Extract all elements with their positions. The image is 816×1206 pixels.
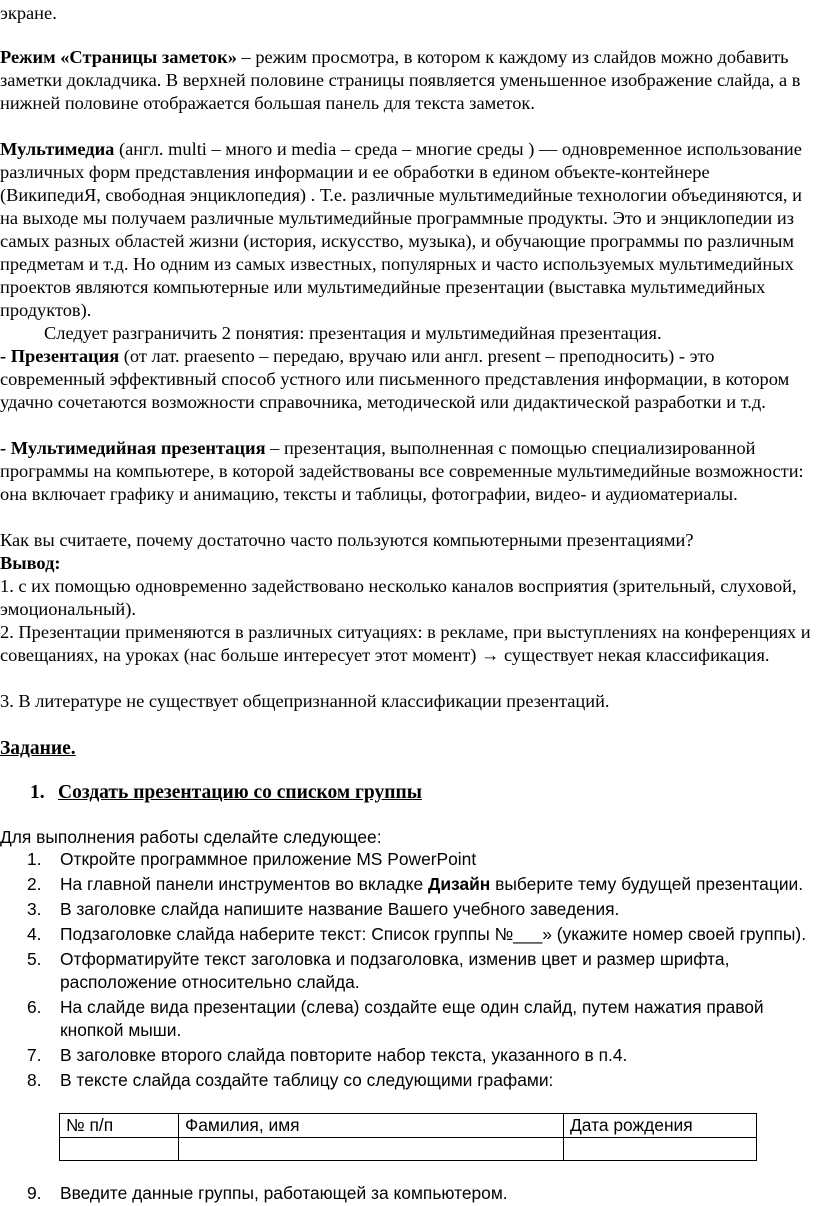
term-notes-mode: Режим «Страницы заметок» <box>0 47 237 67</box>
term-presentation: Презентация <box>10 346 120 366</box>
step-text: Подзаголовке слайда наберите текст: Список группы №___» (укажите номер своей группы). <box>60 924 807 944</box>
paragraph-notes-mode <box>0 46 812 115</box>
conclusion-item-2: 2. Презентации применяются в различных ситуациях: в рекламе, при выступлениях на конференциях и совещаниях, на уроках (нас больше интересует этот момент) → существует некая классификация. <box>0 622 811 665</box>
step-text-tail: выберите тему будущей презентации. <box>490 874 804 894</box>
step-number: 7. <box>27 1045 42 1065</box>
step-number: 1. <box>27 849 42 869</box>
conclusion-item-3: 3. В литературе не существует общепризнанной классификации презентаций. <box>0 691 610 711</box>
step-text: Отформатируйте текст заголовка и подзаголовка, изменив цвет и размер шрифта, расположение относительно слайда. <box>60 949 730 992</box>
paragraph-distinguish: Следует разграничить 2 понятия: презентация и мультимедийная презентация. <box>44 323 662 343</box>
step-item <box>0 873 812 896</box>
step-number: 6. <box>27 997 42 1017</box>
table-header-cell: Фамилия, имя <box>179 1114 564 1138</box>
step-text: Введите данные группы, работающей за компьютером. <box>60 1183 508 1203</box>
table-cell <box>60 1138 179 1161</box>
table-header-cell: № п/п <box>60 1114 179 1138</box>
table-header-row <box>60 1114 757 1138</box>
paragraph-presentation <box>0 345 812 414</box>
multimedia-text: (англ. multi – много и media – среда – многие среды ) — одновременное использование различных форм представления информации и ее обработки в едином объекте-контейнере (ВикипедиЯ, свободная энциклопедия) . Т.е. различные мультимедийные технологии объединяются, и на выходе мы получаем различные мультимедийные программные продукты. Это и энциклопедии из самых разных областей жизни (история, искусство, музыка), и обучающие программы по различным предметам и т.д. Но одним из самых известных, популярных и часто используемых мультимедийных проектов являются компьютерные или мультимедийные презентации (выставка мультимедийных продуктов). <box>0 139 802 320</box>
term-multimedia: Мультимедиа <box>0 139 115 159</box>
columns-table <box>59 1113 757 1161</box>
step-number: 3. <box>27 899 42 919</box>
step-item <box>0 1044 812 1067</box>
table-header-cell: Дата рождения <box>564 1114 757 1138</box>
step-item <box>0 923 812 946</box>
step-text: На слайде вида презентации (слева) создайте еще один слайд, путем нажатия правой кнопкой мыши. <box>60 997 764 1040</box>
task-1-title: Создать презентацию со списком группы <box>58 782 422 803</box>
paragraph-question: Как вы считаете, почему достаточно часто пользуются компьютерными презентациями? <box>0 530 694 550</box>
paragraph-top: экране. <box>0 3 57 23</box>
conclusion-item-1: 1. с их помощью одновременно задействовано несколько каналов восприятия (зрительный, слуховой, эмоциональный). <box>0 576 797 619</box>
step-number: 8. <box>27 1070 42 1090</box>
step-text-bold: Дизайн <box>427 874 491 894</box>
task-1-number: 1. <box>30 782 45 803</box>
conclusion-label-text: Вывод: <box>0 553 61 573</box>
table-row <box>60 1138 757 1161</box>
step-text: В заголовке второго слайда повторите набор текста, указанного в п.4. <box>60 1045 628 1065</box>
paragraph-mm-presentation <box>0 437 812 506</box>
task-heading: Задание. <box>0 738 76 759</box>
conclusion-label <box>0 552 812 575</box>
step-text: В заголовке слайда напишите название Вашего учебного заведения. <box>60 899 620 919</box>
step-text: Откройте программное приложение MS PowerPoint <box>60 849 477 869</box>
table-cell <box>179 1138 564 1161</box>
table-cell <box>564 1138 757 1161</box>
step-text: В тексте слайда создайте таблицу со следующими графами: <box>60 1070 554 1090</box>
step-item <box>0 898 812 921</box>
step-number: 2. <box>27 874 42 894</box>
notes-mode-text: – режим просмотра, в котором к каждому из слайдов можно добавить заметки докладчика. В верхней половине страницы появляется уменьшенное изображение слайда, а в нижней половине отображается большая панель для текста заметок. <box>0 47 801 113</box>
steps-list <box>0 848 812 1094</box>
step-item <box>0 1069 812 1092</box>
step-9 <box>27 1182 807 1205</box>
step-number: 5. <box>27 949 42 969</box>
step-item <box>0 948 812 994</box>
step-number: 4. <box>27 924 42 944</box>
step-text: На главной панели инструментов во вкладке <box>60 874 428 894</box>
step-item <box>0 996 812 1042</box>
mm-presentation-text: – презентация, выполненная с помощью специализированной программы на компьютере, в которой задействованы все современные мультимедийные возможности: она включает графику и анимацию, тексты и таблицы, фотографии, видео- и аудиоматериалы. <box>0 438 804 504</box>
step-number: 9. <box>27 1183 42 1203</box>
term-mm-presentation: - Мультимедийная презентация <box>0 438 266 458</box>
step-item <box>0 848 812 871</box>
task-1-heading <box>30 781 816 804</box>
instructions-intro: Для выполнения работы сделайте следующее: <box>0 827 382 847</box>
presentation-text: (от лат. praesento – передаю, вручаю или англ. present – преподносить) - это современный эффективный способ устного или письменного представления информации, в котором удачно сочетаются возможности справочника, методической или дидактической разработки и т.д. <box>0 346 790 412</box>
presentation-lead: - <box>0 346 11 366</box>
paragraph-multimedia <box>0 138 812 322</box>
